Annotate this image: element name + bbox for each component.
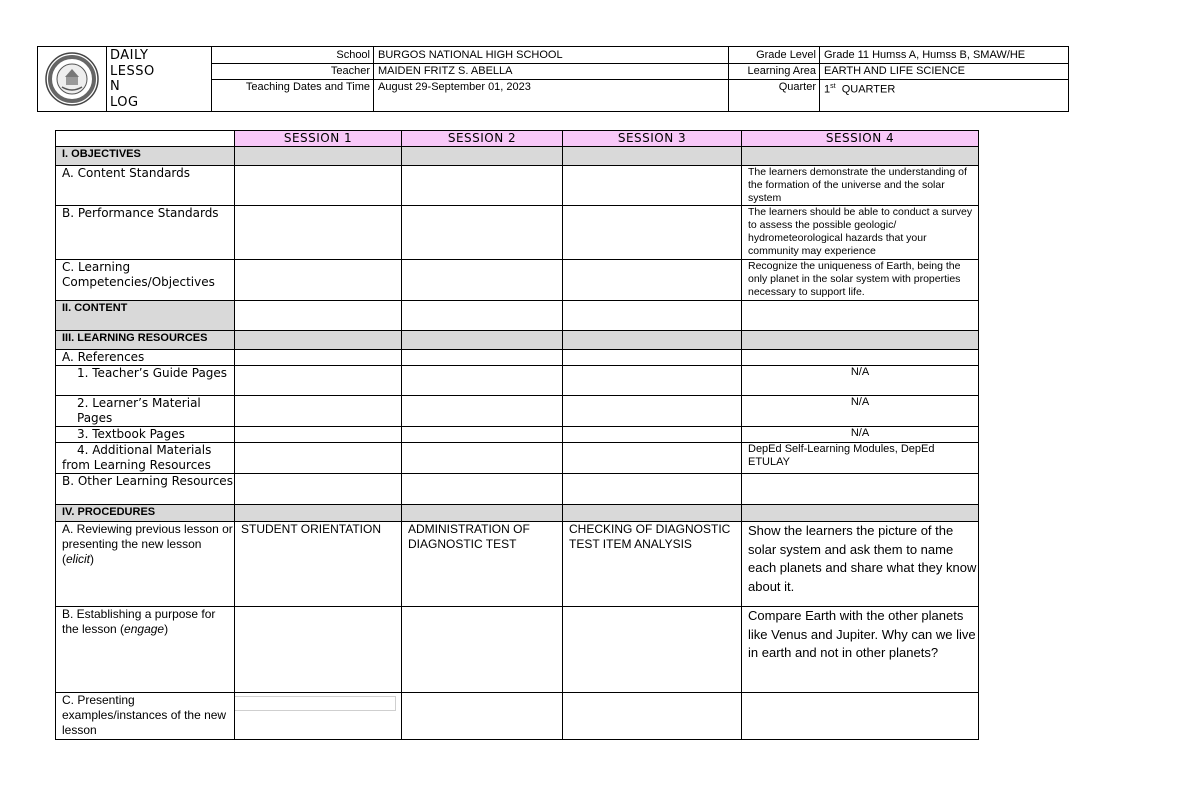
quarter-number: 1 [824,83,831,96]
presenting-label: C. Presenting examples/instances of the new lesson [56,693,235,740]
grade-level-label: Grade Level [756,49,816,61]
dll-title-line: DAILY [110,48,149,63]
corner-cell [56,131,235,147]
session-1-header: SESSION 1 [235,131,402,147]
additional-materials-label [56,443,235,474]
grade-level-value: Grade 11 Humss A, Humss B, SMAW/HE [824,49,1026,61]
reviewing-s2: ADMINISTRATION OF DIAGNOSTIC TEST [402,522,563,607]
procedures-heading: IV. PROCEDURES [56,505,235,522]
teaching-dates-value: August 29-September 01, 2023 [378,81,531,93]
learners-material-label: 2. Learner’s Material Pages [56,396,235,427]
school-seal-icon [38,47,106,111]
content-standards-s4: The learners demonstrate the understanding of the formation of the universe and the solar system [742,166,979,206]
learning-area-value: EARTH AND LIFE SCIENCE [824,65,965,77]
dll-title-line: LESSO [110,63,155,79]
table-row [56,260,979,301]
table-row [56,366,979,396]
quarter-text: QUARTER [841,83,896,96]
section-row [56,147,979,166]
reviewing-label-em: elicit [66,552,91,566]
additional-materials-s4: DepEd Self-Learning Modules, DepEd ETULAY [742,443,979,474]
dll-header [37,46,1069,112]
learning-area-label: Learning Area [747,65,816,77]
establishing-label-end: ) [164,622,169,636]
performance-standards-label: B. Performance Standards [56,206,235,260]
quarter-value [824,80,1068,97]
session-header-row [56,131,979,147]
table-row [56,427,979,443]
table-row [56,474,979,505]
section-row [56,331,979,350]
content-standards-label: A. Content Standards [56,166,235,206]
dll-table [55,130,979,740]
quarter-label: Quarter [778,81,816,93]
competencies-s4: Recognize the uniqueness of Earth, being the only planet in the solar system with properties necessary to support life. [742,260,979,301]
teacher-value: MAIDEN FRITZ S. ABELLA [378,65,513,77]
section-row [56,301,979,331]
reviewing-label-text: A. Reviewing previous lesson or presenting the new lesson ( [62,522,233,566]
additional-materials-text: 4. Additional Materials from Learning Resources [62,443,212,472]
session-3-header: SESSION 3 [563,131,742,147]
table-row [56,443,979,474]
reviewing-s3: CHECKING OF DIAGNOSTIC TEST ITEM ANALYSIS [563,522,742,607]
dll-title-line: N [110,79,121,94]
reviewing-s1: STUDENT ORIENTATION [235,522,402,607]
establishing-label-text: B. Establishing a purpose for the lesson ( [62,607,216,636]
performance-standards-s4: The learners should be able to conduct a survey to assess the possible geologic/ hydrometeorological hazards that your community may experience [742,206,979,260]
table-row [56,693,979,740]
other-resources-label: B. Other Learning Resources [56,474,235,505]
textbook-label: 3. Textbook Pages [56,427,235,443]
teaching-dates-label: Teaching Dates and Time [245,81,370,93]
table-row [56,206,979,260]
content-heading: II. CONTENT [56,301,235,331]
establishing-s4: Compare Earth with the other planets like Venus and Jupiter. Why can we live in earth and not in other planets? [742,607,979,693]
teachers-guide-label: 1. Teacher’s Guide Pages [56,366,235,396]
quarter-suffix: st [830,83,836,90]
teachers-guide-s4: N/A [742,366,979,396]
reviewing-s4: Show the learners the picture of the solar system and ask them to name each planets and share what they know about it. [742,522,979,607]
session-2-header: SESSION 2 [402,131,563,147]
dll-title [106,47,212,111]
section-row [56,505,979,522]
textbook-s4: N/A [742,427,979,443]
learners-material-s4: N/A [742,396,979,427]
competencies-label: C. Learning Competencies/Objectives [56,260,235,301]
table-row [56,350,979,366]
objectives-heading: I. OBJECTIVES [56,147,235,166]
table-row [56,396,979,427]
text-box-frame [235,696,397,711]
establishing-label [56,607,235,693]
school-value: BURGOS NATIONAL HIGH SCHOOL [378,49,563,61]
table-row [56,166,979,206]
session-4-header: SESSION 4 [742,131,979,147]
school-logo [38,47,107,111]
references-label: A. References [56,350,235,366]
table-row [56,522,979,607]
dll-title-line: LOG [110,94,139,110]
reviewing-label [56,522,235,607]
school-label: School [336,49,370,61]
teacher-label: Teacher [330,65,370,77]
reviewing-label-end: ) [90,552,95,566]
table-row [56,607,979,693]
learning-resources-heading: III. LEARNING RESOURCES [56,331,235,350]
establishing-label-em: engage [124,622,165,636]
